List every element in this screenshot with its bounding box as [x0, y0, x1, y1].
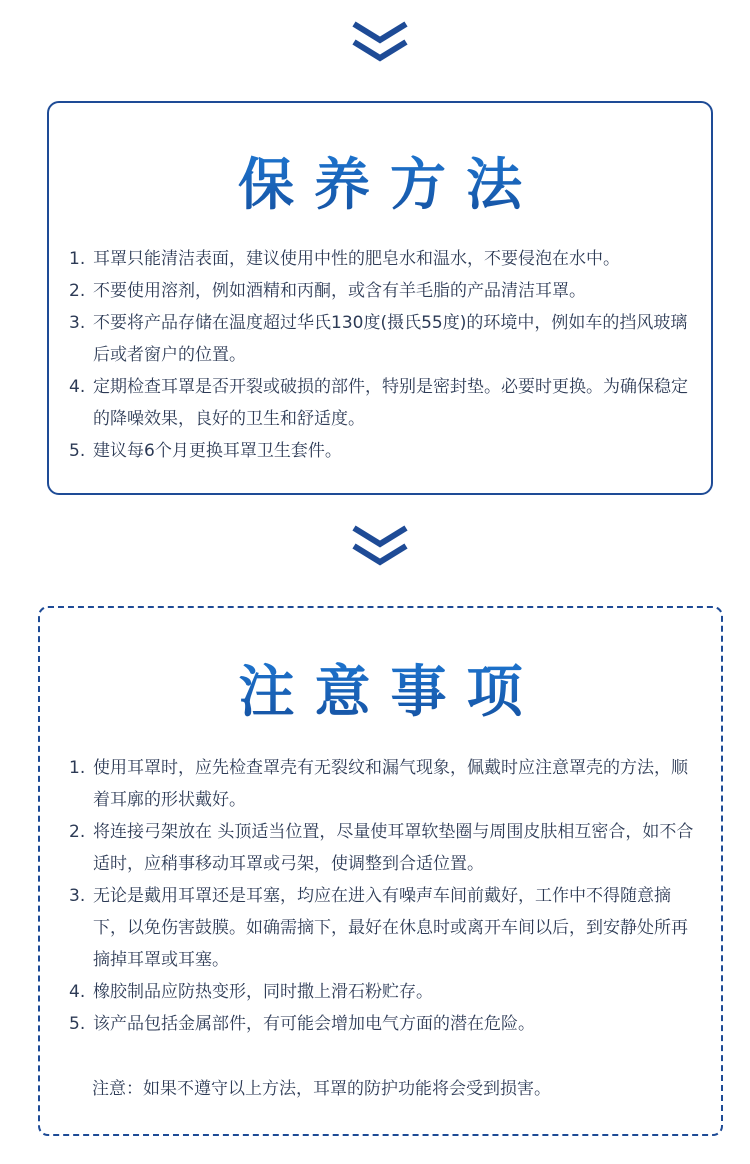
double-chevron-down-icon: [348, 522, 412, 570]
list-item: 4. 定期检查耳罩是否开裂或破损的部件，特别是密封垫。必要时更换。为确保稳定的降噪效果，良好的卫生和舒适度。: [69, 377, 688, 429]
list-item: 4. 橡胶制品应防热变形，同时撒上滑石粉贮存。: [69, 982, 433, 1002]
list-item: 1. 耳罩只能清洁表面，建议使用中性的肥皂水和温水，不要侵泡在水中。: [69, 249, 620, 269]
list-item: 3. 无论是戴用耳罩还是耳塞，均应在进入有噪声车间前戴好，工作中不得随意摘下，以免伤害鼓膜。如确需摘下，最好在休息时或离开车间以后，到安静处所再摘掉耳罩或耳塞。: [69, 886, 688, 970]
care-methods-title: 保养方法: [49, 141, 711, 221]
list-item: 2. 将连接弓架放在 头顶适当位置，尽量使耳罩软垫圈与周围皮肤相互密合，如不合适时，应稍事移动耳罩或弓架，使调整到合适位置。: [69, 822, 694, 874]
list-item: 1. 使用耳罩时，应先检查罩壳有无裂纹和漏气现象，佩戴时应注意罩壳的方法，顺着耳廓的形状戴好。: [69, 758, 688, 810]
list-item: 5. 该产品包括金属部件，有可能会增加电气方面的潜在危险。: [69, 1014, 535, 1034]
precautions-list: [40, 752, 721, 1040]
precautions-title: 注意事项: [40, 648, 721, 728]
double-chevron-down-icon: [348, 18, 412, 66]
list-item: 2. 不要使用溶剂，例如酒精和丙酮，或含有羊毛脂的产品清洁耳罩。: [69, 281, 586, 301]
care-methods-list: [49, 243, 711, 467]
list-item: 5. 建议每6个月更换耳罩卫生套件。: [69, 441, 342, 461]
warning-notice: 注意：如果不遵守以上方法，耳罩的防护功能将会受到损害。: [92, 1079, 551, 1099]
care-methods-card: [47, 101, 713, 495]
precautions-card: [38, 606, 723, 1136]
list-item: 3. 不要将产品存储在温度超过华氏130度(摄氏55度)的环境中，例如车的挡风玻璃后或者窗户的位置。: [69, 313, 688, 365]
